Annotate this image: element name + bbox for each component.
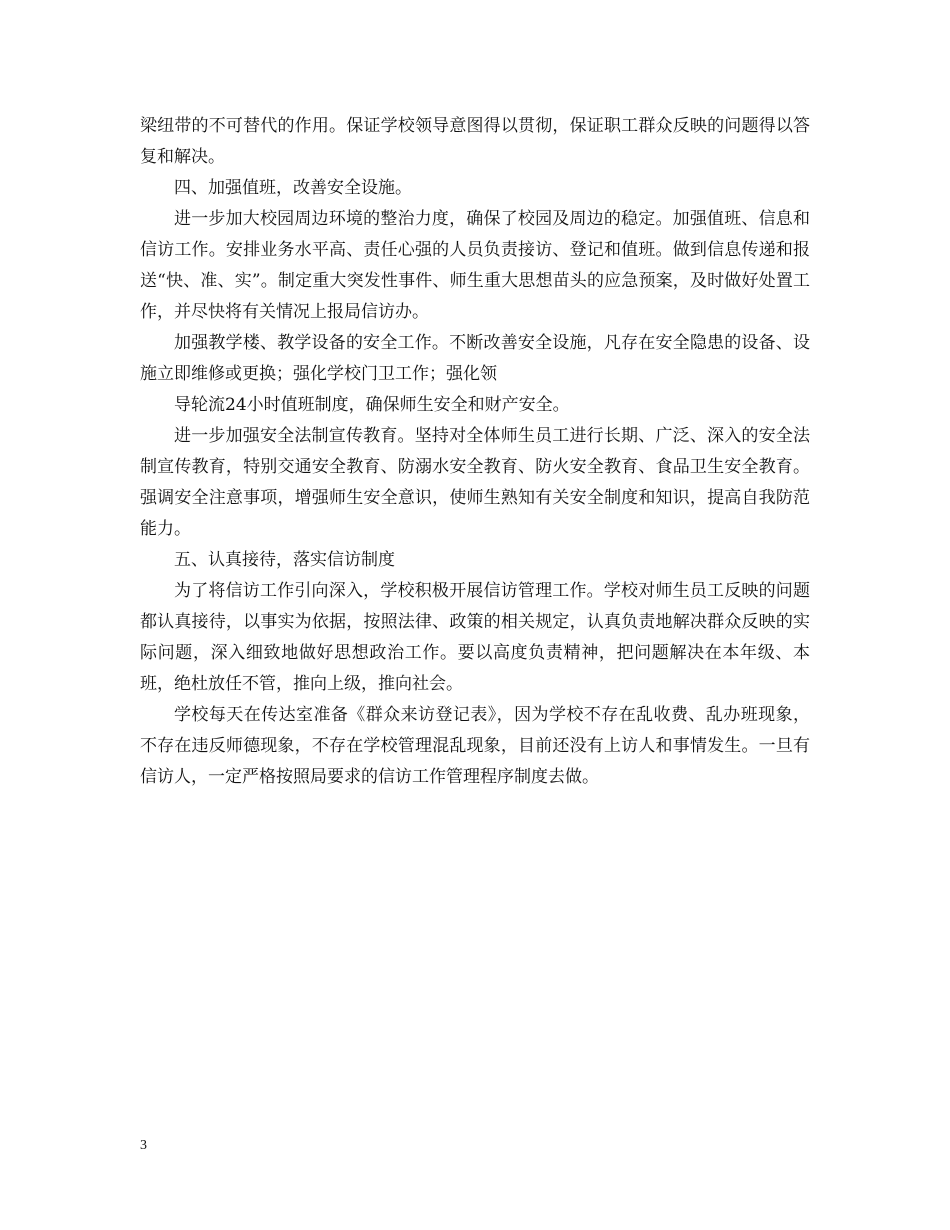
paragraph-safety-education: 进一步加强安全法制宣传教育。坚持对全体师生员工进行长期、广泛、深入的安全法制宣传教育，特别交通安全教育、防溺水安全教育、防火安全教育、食品卫生安全教育。强调安全注意事项，增强师生安全意识，使师生熟知有关安全制度和知识，提高自我防范能力。 [140, 426, 810, 539]
paragraph-campus-environment: 进一步加大校园周边环境的整治力度，确保了校园及周边的稳定。加强值班、信息和信访工作。安排业务水平高、责任心强的人员负责接访、登记和值班。做到信息传递和报送“快、准、实”。制定重大突发性事件、师生重大思想苗头的应急预案，及时做好处置工作，并尽快将有关情况上报局信访办。 [140, 209, 810, 322]
document-body [140, 111, 810, 793]
paragraph-visitor-register: 学校每天在传达室准备《群众来访登记表》，因为学校不存在乱收费、乱办班现象，不存在违反师德现象，不存在学校管理混乱现象，目前还没有上访人和事情发生。一旦有信访人，一定严格按照局要求的信访工作管理程序制度去做。 [140, 705, 810, 787]
section-heading-four: 四、加强值班，改善安全设施。 [174, 178, 412, 198]
page-number: 3 [140, 1138, 147, 1153]
paragraph-petition-management: 为了将信访工作引向深入，学校积极开展信访管理工作。学校对师生员工反映的问题都认真接待，以事实为依据，按照法律、政策的相关规定，认真负责地解决群众反映的实际问题，深入细致地做好思想政治工作。要以高度负责精神，把问题解决在本年级、本班，绝杜放任不管，推向上级，推向社会。 [140, 581, 810, 694]
paragraph-duty-system: 导轮流24小时值班制度，确保师生安全和财产安全。 [174, 395, 570, 415]
section-heading-five: 五、认真接待，落实信访制度 [174, 550, 395, 570]
paragraph-building-safety: 加强教学楼、教学设备的安全工作。不断改善安全设施，凡存在安全隐患的设备、设施立即维修或更换；强化学校门卫工作；强化领 [140, 333, 810, 384]
paragraph-continuation: 梁纽带的不可替代的作用。保证学校领导意图得以贯彻，保证职工群众反映的问题得以答复和解决。 [140, 116, 810, 167]
